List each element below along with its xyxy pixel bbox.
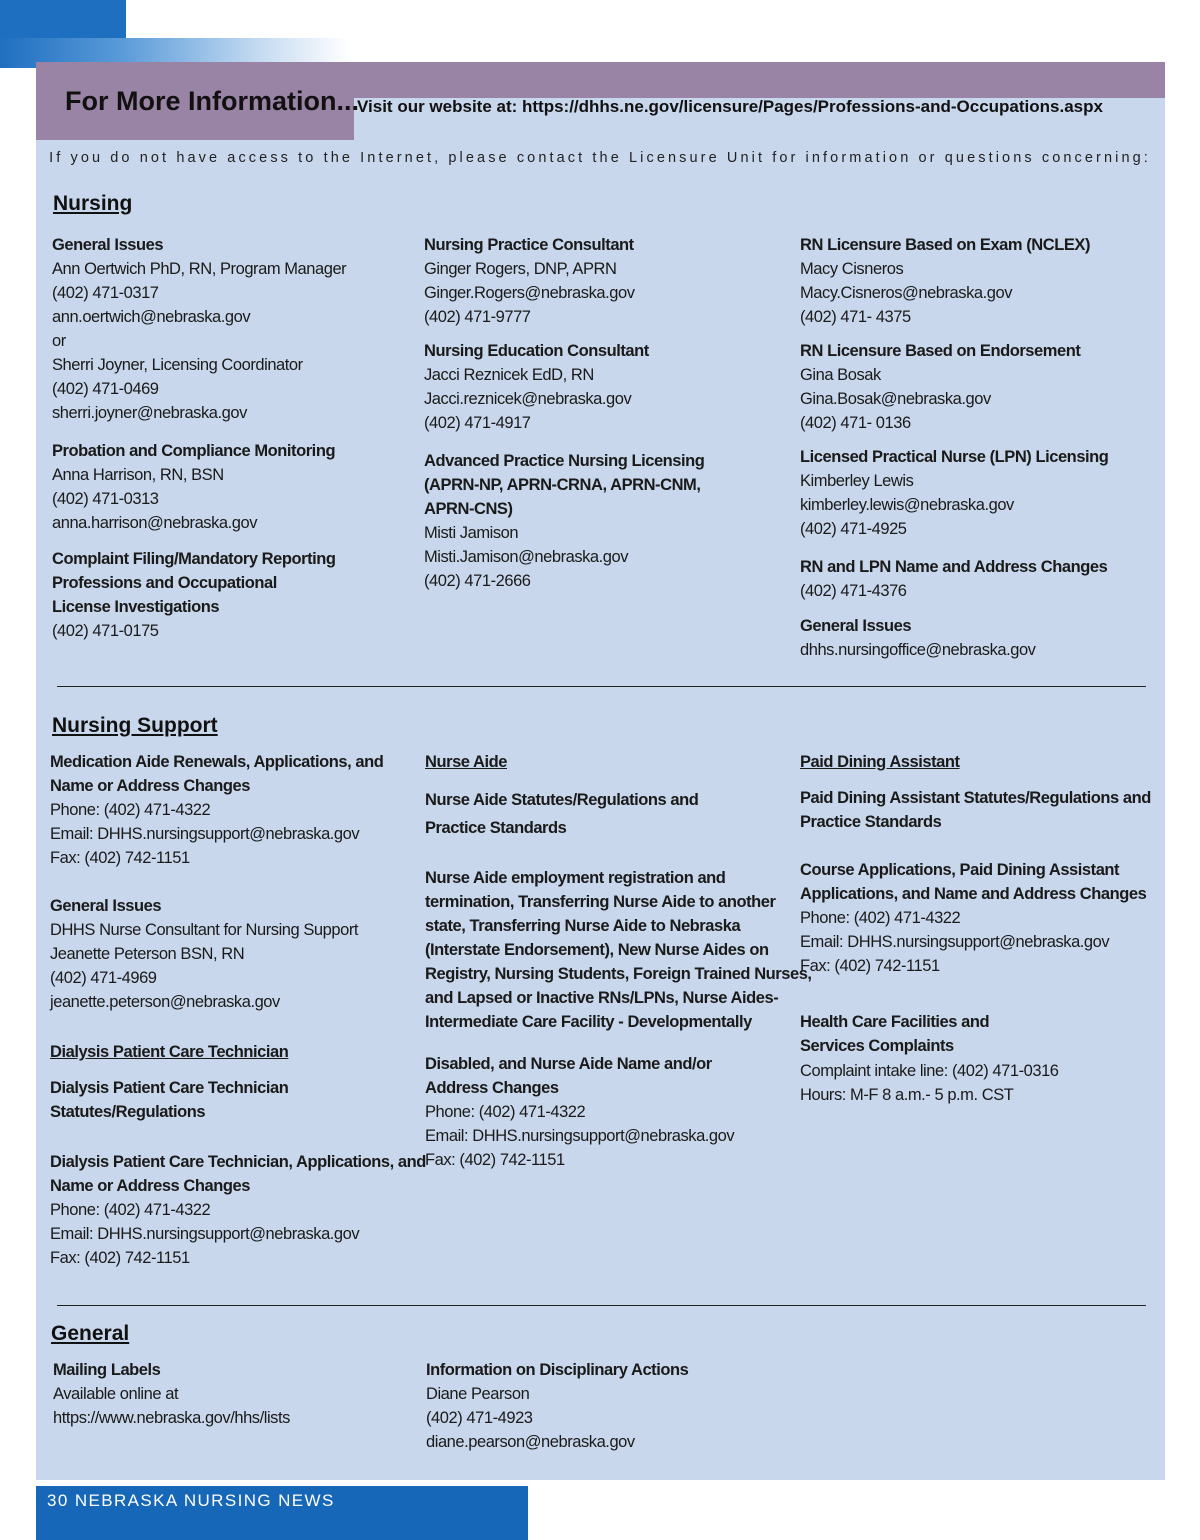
email-link[interactable]: diane.pearson@nebraska.gov [426, 1433, 635, 1451]
contact-line: Kimberley Lewis [800, 472, 914, 490]
support-column-3 [800, 750, 1160, 1107]
email-link[interactable]: jeanette.peterson@nebraska.gov [50, 993, 280, 1011]
email-link[interactable]: anna.harrison@nebraska.gov [52, 514, 258, 532]
contact-line: Jacci Reznicek EdD, RN [424, 366, 594, 384]
support-column-2 [425, 750, 812, 1172]
contact-heading: Applications, and Name and Address Changes [800, 885, 1147, 903]
contact-heading: Nursing Education Consultant [424, 342, 649, 360]
contact-heading: Licensed Practical Nurse (LPN) Licensing [800, 448, 1109, 466]
phone-number: (402) 471-9777 [424, 308, 531, 326]
contact-line: Sherri Joyner, Licensing Coordinator [52, 356, 303, 374]
contact-heading: state, Transferring Nurse Aide to Nebraska [425, 917, 741, 935]
contact-line: Ann Oertwich PhD, RN, Program Manager [52, 260, 347, 278]
contact-heading: Dialysis Patient Care Technician, Applications, and [50, 1153, 426, 1171]
email-link[interactable]: kimberley.lewis@nebraska.gov [800, 496, 1014, 514]
contact-heading: and Lapsed or Inactive RNs/LPNs, Nurse Aides- [425, 989, 779, 1007]
contact-heading: License Investigations [52, 598, 220, 616]
website-link[interactable]: Visit our website at: https://dhhs.ne.gov/licensure/Pages/Professions-and-Occupations.aspx [357, 97, 1103, 116]
contact-line: DHHS Nurse Consultant for Nursing Support [50, 921, 359, 939]
contact-heading: Probation and Compliance Monitoring [52, 442, 336, 460]
contact-heading: Dialysis Patient Care Technician [50, 1079, 289, 1097]
contact-heading: Course Applications, Paid Dining Assistant [800, 861, 1120, 879]
fax-number: Fax: (402) 742-1151 [50, 1249, 190, 1267]
email-link[interactable]: Ginger.Rogers@nebraska.gov [424, 284, 635, 302]
dialysis-statutes [50, 1076, 420, 1124]
nurse-aide-link[interactable]: Nurse Aide [425, 753, 507, 771]
page-number: 30 [47, 1491, 69, 1510]
contact-heading: Complaint Filing/Mandatory Reporting [52, 550, 336, 568]
contact-general-issues [52, 233, 412, 425]
phone-number: Complaint intake line: (402) 471-0316 [800, 1062, 1059, 1080]
contact-line: Anna Harrison, RN, BSN [52, 466, 224, 484]
contact-heading: Practice Standards [800, 813, 942, 831]
contact-line: Macy Cisneros [800, 260, 904, 278]
dialysis-link[interactable]: Dialysis Patient Care Technician [50, 1043, 289, 1061]
contact-heading: RN Licensure Based on Exam (NCLEX) [800, 236, 1091, 254]
fax-number: Fax: (402) 742-1151 [425, 1151, 565, 1169]
contact-heading: RN and LPN Name and Address Changes [800, 558, 1108, 576]
email-link[interactable]: sherri.joyner@nebraska.gov [52, 404, 247, 422]
contact-heading: Statutes/Regulations [50, 1103, 206, 1121]
contact-probation [52, 439, 412, 535]
nursing-column-2 [424, 233, 784, 607]
paid-dining-link[interactable]: Paid Dining Assistant [800, 753, 960, 771]
section-title-nursing: Nursing [53, 192, 133, 215]
fax-number: Fax: (402) 742-1151 [800, 957, 940, 975]
contact-heading: General Issues [800, 617, 912, 635]
support-column-1 [50, 750, 426, 1270]
mailing-labels-link[interactable]: https://www.nebraska.gov/hhs/lists [53, 1409, 290, 1427]
contact-heading: (APRN-NP, APRN-CRNA, APRN-CNM, [424, 476, 701, 494]
page-title: For More Information... [65, 86, 359, 116]
contact-general-issues-office [800, 614, 1160, 662]
phone-number: (402) 471-0175 [52, 622, 159, 640]
phone-number: Phone: (402) 471-4322 [50, 1201, 211, 1219]
contact-advanced-practice [424, 449, 784, 593]
contact-support-general-issues [50, 894, 420, 1014]
contact-line: or [52, 332, 66, 350]
contact-heading: Registry, Nursing Students, Foreign Trained Nurses, [425, 965, 812, 983]
nurse-aide-statutes [425, 786, 795, 842]
contact-line: Misti Jamison [424, 524, 519, 542]
phone-number: (402) 471-0469 [52, 380, 159, 398]
contact-practice-consultant [424, 233, 784, 329]
contact-heading: General Issues [52, 236, 164, 254]
phone-number: (402) 471-0317 [52, 284, 159, 302]
section-title-general: General [51, 1322, 130, 1345]
email-link[interactable]: Misti.Jamison@nebraska.gov [424, 548, 629, 566]
contact-complaint-filing [52, 547, 412, 643]
phone-number: (402) 471- 4375 [800, 308, 911, 326]
general-column-2 [426, 1358, 786, 1454]
phone-number: (402) 471-4969 [50, 969, 157, 987]
general-column-1 [53, 1358, 413, 1430]
phone-number: Phone: (402) 471-4322 [425, 1103, 586, 1121]
contact-rn-nclex [800, 233, 1160, 329]
email-link[interactable]: Email: DHHS.nursingsupport@nebraska.gov [800, 933, 1110, 951]
email-link[interactable]: Gina.Bosak@nebraska.gov [800, 390, 991, 408]
contact-line: Ginger Rogers, DNP, APRN [424, 260, 617, 278]
contact-heading: (Interstate Endorsement), New Nurse Aides on [425, 941, 769, 959]
email-link[interactable]: Jacci.reznicek@nebraska.gov [424, 390, 632, 408]
email-link[interactable]: ann.oertwich@nebraska.gov [52, 308, 251, 326]
section-divider [57, 686, 1146, 687]
phone-number: (402) 471-4917 [424, 414, 531, 432]
contact-heading: Advanced Practice Nursing Licensing [424, 452, 705, 470]
contact-nurse-aide-changes [425, 1052, 795, 1172]
contact-heading: Medication Aide Renewals, Applications, and [50, 753, 384, 771]
contact-heading: General Issues [50, 897, 162, 915]
contact-heading: Health Care Facilities and [800, 1013, 990, 1031]
publication-name: NEBRASKA NURSING NEWS [74, 1491, 335, 1510]
phone-number: (402) 471-4925 [800, 520, 907, 538]
nursing-column-1 [52, 233, 412, 657]
phone-number: (402) 471-4923 [426, 1409, 533, 1427]
contact-heading: Intermediate Care Facility - Developmentally [425, 1013, 752, 1031]
contact-lpn-licensing [800, 445, 1160, 541]
nursing-column-3 [800, 233, 1160, 676]
contact-heading: Disabled, and Nurse Aide Name and/or [425, 1055, 712, 1073]
contact-heading: termination, Transferring Nurse Aide to another [425, 893, 776, 911]
contact-line: Gina Bosak [800, 366, 881, 384]
email-link[interactable]: Email: DHHS.nursingsupport@nebraska.gov [50, 825, 360, 843]
contact-heading: Nursing Practice Consultant [424, 236, 634, 254]
contact-rn-endorsement [800, 339, 1160, 435]
contact-medication-aide [50, 750, 420, 870]
contact-heading: Name or Address Changes [50, 1177, 250, 1195]
phone-number: Phone: (402) 471-4322 [50, 801, 211, 819]
email-link[interactable]: Email: DHHS.nursingsupport@nebraska.gov [50, 1225, 360, 1243]
phone-number: (402) 471-0313 [52, 490, 159, 508]
contact-heading: APRN-CNS) [424, 500, 513, 518]
intro-text: If you do not have access to the Internet, please contact the Licensure Unit for information or questions concerning: [49, 150, 1151, 166]
fax-number: Fax: (402) 742-1151 [50, 849, 190, 867]
contact-paid-dining-applications [800, 858, 1160, 978]
contact-heading: Nurse Aide Statutes/Regulations and [425, 791, 699, 809]
contact-education-consultant [424, 339, 784, 435]
contact-heading: Professions and Occupational [52, 574, 277, 592]
contact-heading: RN Licensure Based on Endorsement [800, 342, 1081, 360]
contact-name-address-changes [800, 555, 1160, 603]
phone-number: (402) 471-2666 [424, 572, 531, 590]
contact-heading: Services Complaints [800, 1037, 954, 1055]
section-divider [57, 1305, 1146, 1306]
phone-number: Phone: (402) 471-4322 [800, 909, 961, 927]
contact-heading: Practice Standards [425, 819, 567, 837]
nurse-aide-employment [425, 866, 812, 1034]
contact-health-care-facilities [800, 1012, 1160, 1107]
contact-heading: Information on Disciplinary Actions [426, 1361, 689, 1379]
contact-heading: Paid Dining Assistant Statutes/Regulations and [800, 789, 1151, 807]
footer-label [47, 1491, 335, 1511]
office-hours: Hours: M-F 8 a.m.- 5 p.m. CST [800, 1086, 1014, 1104]
section-title-nursing-support: Nursing Support [52, 714, 218, 737]
email-link[interactable]: Macy.Cisneros@nebraska.gov [800, 284, 1013, 302]
phone-number: (402) 471- 0136 [800, 414, 911, 432]
contact-heading: Name or Address Changes [50, 777, 250, 795]
contact-heading: Address Changes [425, 1079, 559, 1097]
paid-dining-statutes [800, 786, 1160, 834]
contact-heading: Nurse Aide employment registration and [425, 869, 726, 887]
phone-number: (402) 471-4376 [800, 582, 907, 600]
contact-line: Available online at [53, 1385, 179, 1403]
contact-line: Diane Pearson [426, 1385, 530, 1403]
contact-dialysis-applications [50, 1150, 426, 1270]
contact-heading: Mailing Labels [53, 1361, 161, 1379]
email-link[interactable]: dhhs.nursingoffice@nebraska.gov [800, 641, 1036, 659]
contact-line: Jeanette Peterson BSN, RN [50, 945, 245, 963]
email-link[interactable]: Email: DHHS.nursingsupport@nebraska.gov [425, 1127, 735, 1145]
